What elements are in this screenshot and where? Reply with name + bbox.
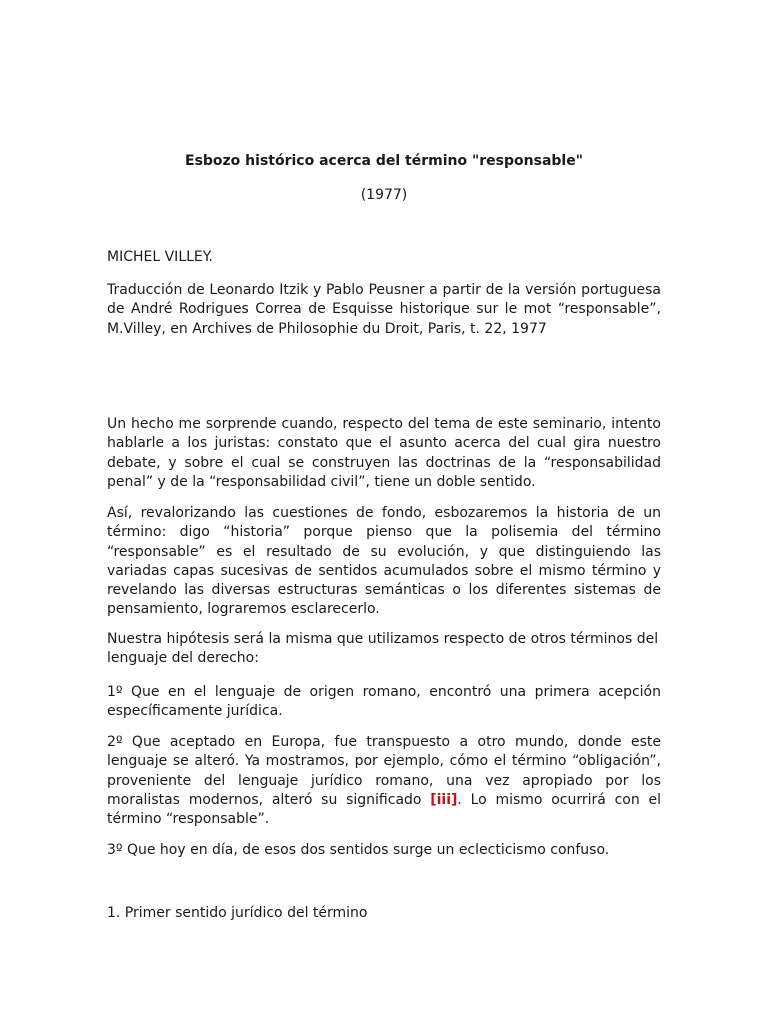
paragraph-3: Nuestra hipótesis será la misma que utilizamos respecto de otros términos del lenguaje del derecho:	[107, 631, 659, 667]
footnote-reference-link[interactable]: [iii]	[430, 791, 458, 808]
paragraph-6: 3º Que hoy en día, de esos dos sentidos surge un eclecticismo confuso.	[107, 842, 610, 858]
paragraph-4: 1º Que en el lenguaje de origen romano, encontró una primera acepción específicamente jurídica.	[107, 684, 661, 720]
document-title: Esbozo histórico acerca del término "responsable"	[185, 153, 583, 169]
paragraph-5-text-after: . Lo mismo ocurrirá con el término “responsable”.	[107, 791, 661, 828]
document-author: MICHEL VILLEY.	[107, 249, 213, 265]
document-year: (1977)	[360, 187, 408, 203]
paragraph-5	[107, 733, 661, 829]
translation-note: Traducción de Leonardo Itzik y Pablo Peusner a partir de la versión portuguesa de André Rodrigues Correa de Esquisse historique sur le mot “responsable”, M.Villey, en Archives de Philosophie du Droit, Paris, t. 22, 1977	[107, 282, 661, 337]
paragraph-5-text-before: 2º Que aceptado en Europa, fue transpuesto a otro mundo, donde este lenguaje se alteró. Ya mostramos, por ejemplo, cómo el término “obligación”, proveniente del lenguaje jurídico romano, una vez apropiado por los moralistas modernos, alteró su significado	[107, 734, 661, 808]
paragraph-2: Así, revalorizando las cuestiones de fondo, esbozaremos la historia de un término: digo “historia” porque pienso que la polisemia del término “responsable” es el resultado de su evolución, y que distinguiendo las variadas capas sucesivas de sentidos acumulados sobre el mismo término y revelando las diversas estructuras semánticas o los diferentes sistemas de pensamiento, lograremos esclarecerlo.	[107, 505, 661, 618]
paragraph-1: Un hecho me sorprende cuando, respecto del tema de este seminario, intento hablarle a los juristas: constato que el asunto acerca del cual gira nuestro debate, y sobre el cual se construyen las doctrinas de la “responsabilidad penal” y de la “responsabilidad civil”, tiene un doble sentido.	[107, 416, 661, 490]
section-heading: 1. Primer sentido jurídico del término	[107, 905, 368, 921]
